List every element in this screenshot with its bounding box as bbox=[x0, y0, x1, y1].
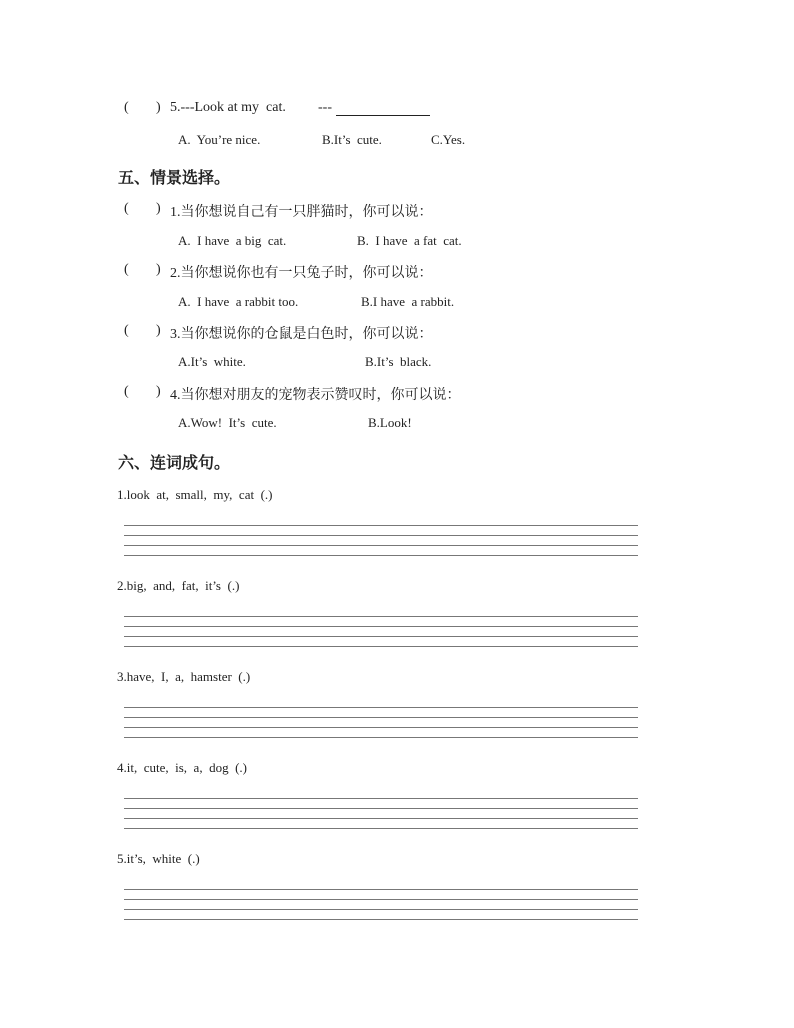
option-b: B.It’s black. bbox=[365, 354, 432, 369]
word-prompt: 1.look at, small, my, cat (.) bbox=[117, 487, 273, 502]
answer-paren-open: ( bbox=[124, 323, 129, 338]
option-a: A. You’re nice. bbox=[178, 132, 261, 147]
option-b: B. I have a fat cat. bbox=[357, 233, 462, 248]
question-stem: 2.当你想说你也有一只兔子时，你可以说： bbox=[170, 266, 433, 281]
option-a: A. I have a big cat. bbox=[178, 233, 287, 248]
question-stem: 5.---Look at my cat. bbox=[170, 100, 286, 115]
section-6-heading: 六、连词成句。 bbox=[118, 453, 231, 472]
option-a: A.Wow! It’s cute. bbox=[178, 415, 277, 430]
response-dash: --- bbox=[318, 100, 332, 115]
word-prompt: 5.it’s, white (.) bbox=[117, 851, 200, 866]
answer-blank-line[interactable] bbox=[336, 101, 430, 116]
question-stem: 1.当你想说自己有一只胖猫时，你可以说： bbox=[170, 205, 433, 220]
question-stem: 3.当你想说你的仓鼠是白色时，你可以说： bbox=[170, 327, 433, 342]
question-stem: 4.当你想对朋友的宠物表示赞叹时，你可以说： bbox=[170, 388, 461, 403]
answer-paren-close: ) bbox=[156, 262, 161, 277]
option-b: B.Look! bbox=[368, 415, 412, 430]
answer-paren-open: ( bbox=[124, 100, 129, 115]
option-b: B.I have a rabbit. bbox=[361, 294, 455, 309]
answer-paren-close: ) bbox=[156, 100, 161, 115]
answer-paren-close: ) bbox=[156, 323, 161, 338]
option-c: C.Yes. bbox=[431, 132, 466, 147]
answer-paren-open: ( bbox=[124, 384, 129, 399]
answer-paren-close: ) bbox=[156, 384, 161, 399]
option-b: B.It’s cute. bbox=[322, 132, 382, 147]
word-prompt: 3.have, I, a, hamster (.) bbox=[117, 669, 251, 684]
option-a: A. I have a rabbit too. bbox=[178, 294, 299, 309]
option-a: A.It’s white. bbox=[178, 354, 246, 369]
answer-paren-open: ( bbox=[124, 262, 129, 277]
answer-paren-close: ) bbox=[156, 201, 161, 216]
answer-paren-open: ( bbox=[124, 201, 129, 216]
section-5-heading: 五、情景选择。 bbox=[118, 168, 231, 187]
word-prompt: 2.big, and, fat, it’s (.) bbox=[117, 578, 240, 593]
word-prompt: 4.it, cute, is, a, dog (.) bbox=[117, 760, 247, 775]
